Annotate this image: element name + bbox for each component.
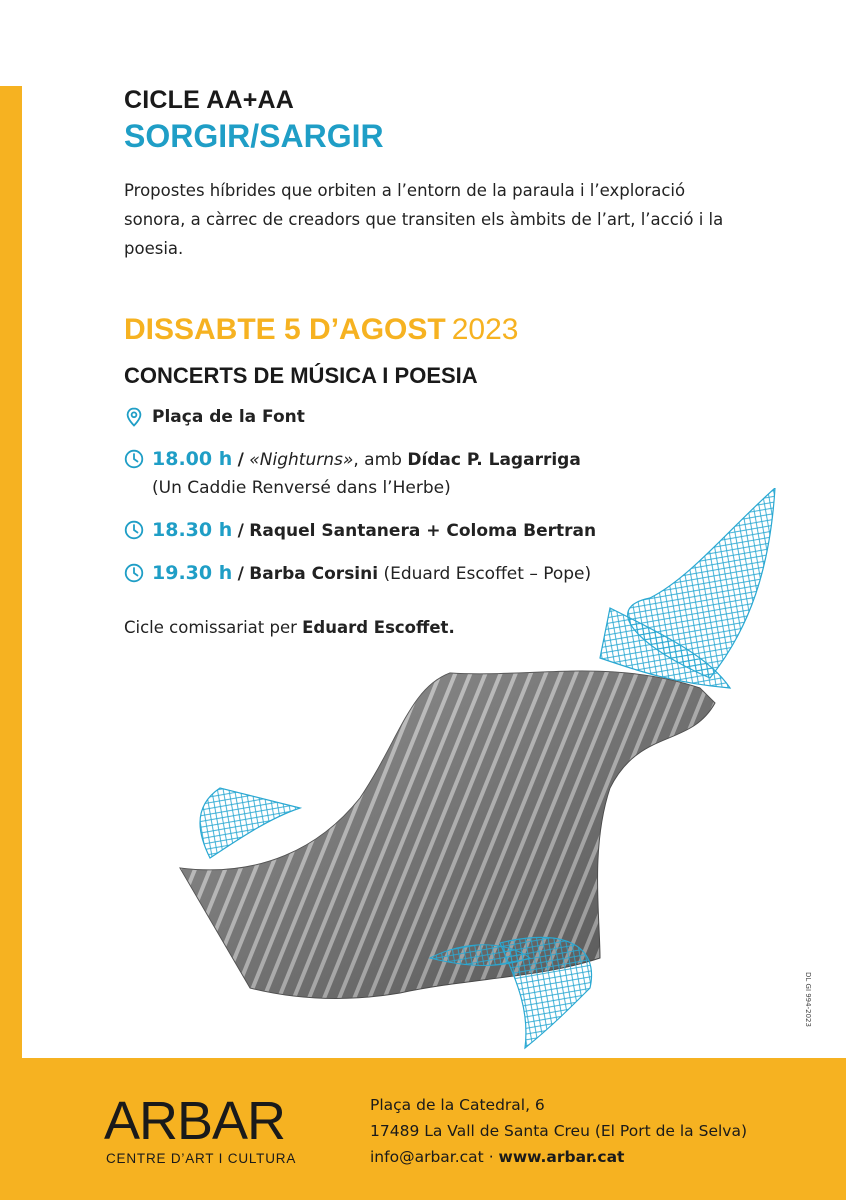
logo-wordmark: ARBAR [104, 1091, 286, 1151]
schedule-note: (Un Caddie Renversé dans l’Herbe) [152, 478, 451, 498]
place-name: Plaça de la Font [152, 407, 305, 427]
connector-text: , amb [353, 450, 408, 470]
address-line-1: Plaça de la Catedral, 6 [370, 1096, 545, 1114]
event-date-day: DISSABTE 5 D’AGOST [124, 313, 446, 346]
section-title: CONCERTS DE MÚSICA I POESIA [124, 363, 478, 388]
cycle-label: CICLE AA+AA [124, 86, 295, 114]
footer [0, 1058, 846, 1200]
fish-roller-illustration [170, 488, 830, 1058]
location-pin-icon [124, 407, 144, 427]
logo-subtitle: CENTRE D’ART I CULTURA [106, 1151, 297, 1166]
schedule-time: 18.30 h [152, 519, 233, 541]
schedule-time: 18.00 h [152, 448, 233, 470]
contact-line [370, 1144, 747, 1170]
clock-icon [124, 520, 144, 540]
separator: / [237, 521, 244, 541]
tail-fin [600, 488, 775, 688]
event-date [124, 313, 764, 347]
curated-prefix: Cicle comissariat per [124, 618, 303, 637]
artist-name: Dídac P. Lagarriga [407, 450, 581, 470]
arbar-logo [104, 1091, 314, 1171]
email-link[interactable]: info@arbar.cat [370, 1148, 484, 1166]
legal-deposit-code: DL GI 994-2023 [804, 972, 812, 1027]
intro-text: Propostes híbrides que orbiten a l’entorn de la paraula i l’exploració sonora, a càrrec de creadors que transiten els àmbits de l’art, l’acció i la poesia. [124, 181, 724, 258]
dot-separator: · [483, 1148, 499, 1166]
schedule-note: (Eduard Escoffet – Pope) [383, 564, 592, 584]
separator: / [237, 564, 244, 584]
artist-name: Raquel Santanera + Coloma Bertran [249, 521, 597, 541]
left-accent-bar [0, 86, 22, 1058]
address-line-2: 17489 La Vall de Santa Creu (El Port de la Selva) [370, 1122, 748, 1140]
work-title: «Nighturns» [249, 450, 354, 470]
artist-name: Barba Corsini [249, 564, 379, 584]
bottom-fin [430, 937, 592, 1048]
clock-icon [124, 449, 144, 469]
website-link[interactable]: www.arbar.cat [498, 1148, 625, 1166]
schedule-time: 19.30 h [152, 562, 233, 584]
left-fin [200, 788, 300, 858]
cycle-title: SORGIR/SARGIR [124, 118, 384, 154]
curator-name: Eduard Escoffet. [302, 618, 455, 637]
clock-icon [124, 563, 144, 583]
event-date-year: 2023 [451, 313, 519, 346]
place-row [124, 403, 764, 431]
separator: / [237, 450, 244, 470]
contact-block [370, 1092, 747, 1170]
roller-body [180, 671, 715, 998]
